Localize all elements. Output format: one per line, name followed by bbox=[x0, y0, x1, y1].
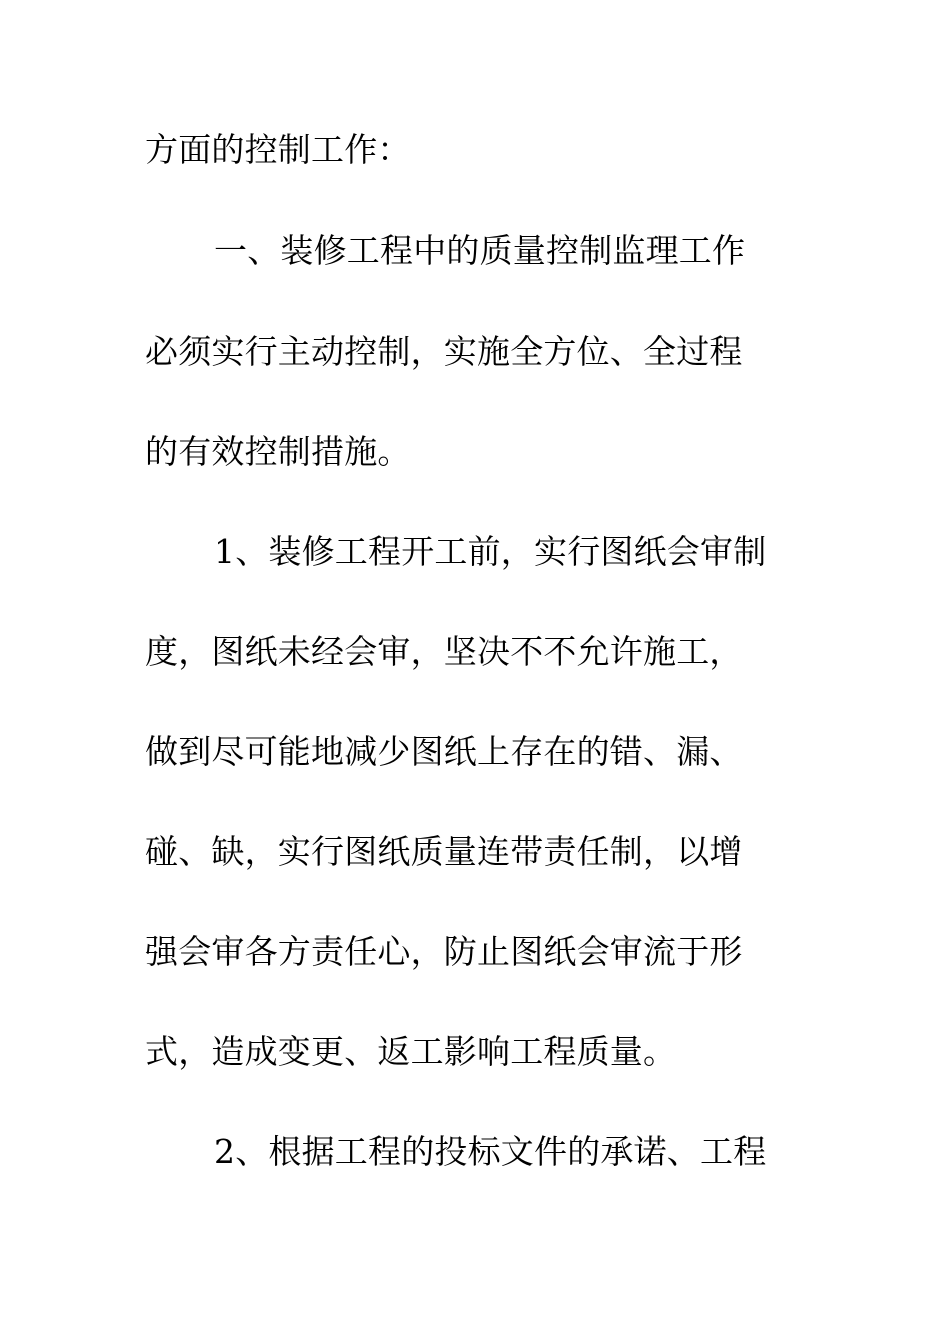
paragraph-line: 强会审各方责任心，防止图纸会审流于形 bbox=[145, 932, 743, 971]
list-item-line: 2、根据工程的投标文件的承诺、工程 bbox=[214, 1132, 767, 1171]
paragraph-line: 式，造成变更、返工影响工程质量。 bbox=[145, 1032, 677, 1071]
section-heading-line: 一、装修工程中的质量控制监理工作 bbox=[214, 231, 746, 270]
paragraph-line: 度，图纸未经会审，坚决不不允许施工， bbox=[145, 632, 743, 671]
list-item-line: 1、装修工程开工前，实行图纸会审制 bbox=[214, 532, 767, 571]
paragraph-line: 的有效控制措施。 bbox=[145, 432, 411, 471]
paragraph-line: 必须实行主动控制，实施全方位、全过程 bbox=[145, 332, 743, 371]
paragraph-line: 方面的控制工作： bbox=[145, 130, 411, 169]
paragraph-line: 碰、缺，实行图纸质量连带责任制，以增 bbox=[145, 832, 743, 871]
paragraph-line: 做到尽可能地减少图纸上存在的错、漏、 bbox=[145, 732, 743, 771]
